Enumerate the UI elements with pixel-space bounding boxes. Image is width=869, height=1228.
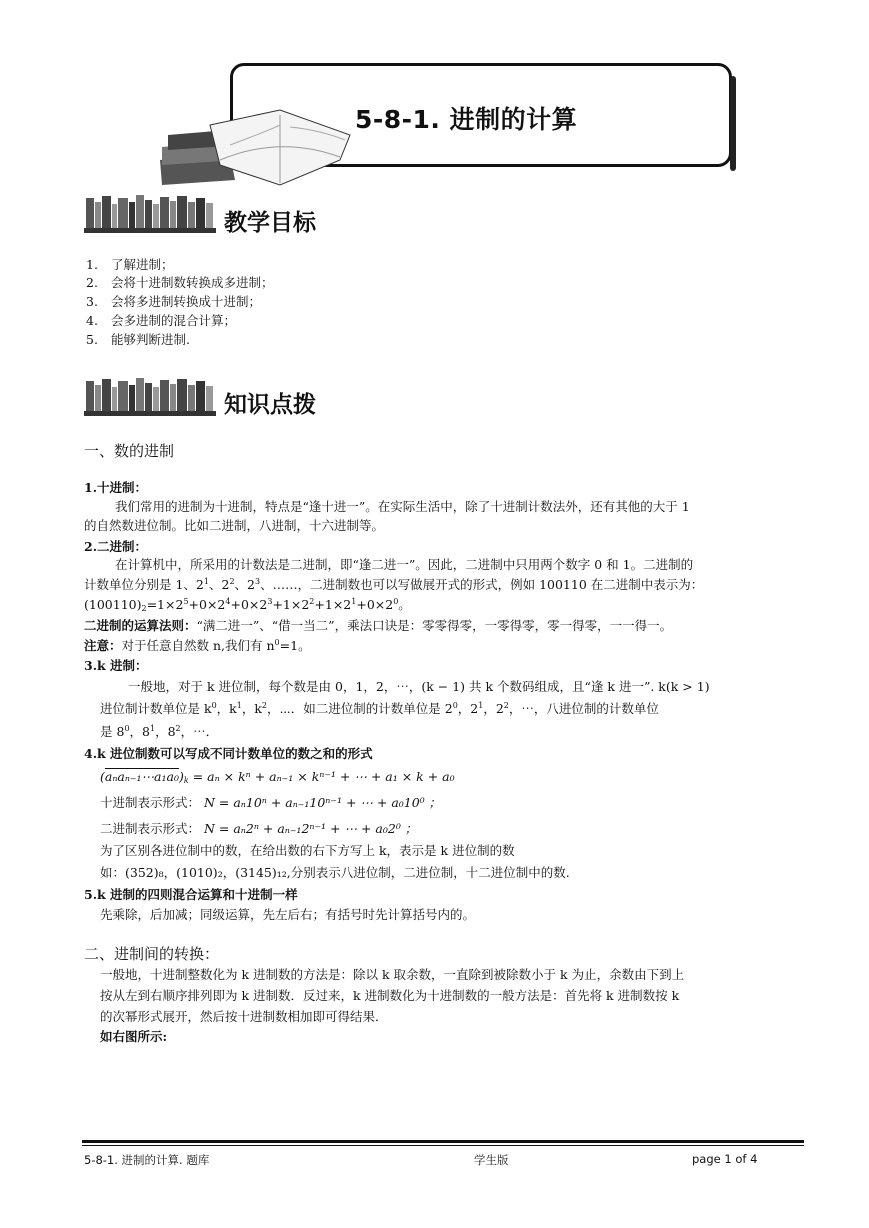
- s1-line1: 我们常用的进制为十进制，特点是“逢十进一”。在实际生活中，除了十进制计数法外，还有其他的大于 1: [115, 499, 690, 514]
- footer-left: 5-8-1. 进制的计算. 题库: [84, 1153, 210, 1167]
- s2-title: 2.二进制：: [84, 539, 148, 554]
- s2-line3: $(100110)_2=1\times 2^5+0\times 2^4+0\times 2^3+1\times 2^2+1\times 2^1+0\times 2^0$。: [84, 597, 411, 613]
- objective-item: 2. 会将十进制数转换成多进制；: [86, 275, 274, 290]
- objective-item: 3. 会将多进制转换成十进制；: [86, 294, 262, 309]
- footer-page-number: page 1 of 4: [692, 1152, 758, 1166]
- part2-line3: 的次幂形式展开，然后按十进制数相加即可得结果．: [100, 1009, 388, 1024]
- s5-text: 先乘除，后加减；同级运算，先左后右；有括号时先计算括号内的。: [100, 907, 476, 922]
- s1-line2: 的自然数进位制。比如二进制，八进制，十六进制等。: [84, 518, 385, 533]
- books-illustration: [150, 105, 365, 190]
- objectives-heading: 教学目标: [224, 210, 316, 236]
- part2-line1: 一般地，十进制整数化为 k 进制数的方法是：除以 k 取余数，一直除到被除数小于 k 为止，余数由下到上: [100, 967, 685, 982]
- part2-line2: 按从左到右顺序排列即为 k 进制数．反过来，k 进制数化为十进制数的一般方法是：首先将 k 进制数按 k: [100, 988, 680, 1003]
- footer-center: 学生版: [474, 1153, 509, 1167]
- objective-item: 4. 会多进制的混合计算；: [86, 313, 237, 328]
- s4-binary-form: 二进制表示形式： N = aₙ2ⁿ + aₙ₋₁2ⁿ⁻¹ + ⋯ + a₀2⁰ ；: [100, 821, 418, 836]
- s5-title: 5.k 进制的四则混合运算和十进制一样: [84, 887, 298, 902]
- objective-item: 5. 能够判断进制.: [86, 332, 190, 347]
- s2-line1: 在计算机中，所采用的计数法是二进制，即“逢二进一”。因此，二进制中只用两个数字 0 和 1。二进制的: [115, 557, 694, 572]
- s3-line1: 一般地，对于 k 进位制，每个数是由 0，1，2，⋯，(k − 1) 共 k 个数码组成，且“逢 k 进一”. k(k > 1): [128, 679, 710, 694]
- s4-title: 4.k 进位制数可以写成不同计数单位的数之和的形式: [84, 746, 373, 761]
- knowledge-heading: 知识点拨: [224, 392, 316, 418]
- objective-item: 1. 了解进制；: [86, 257, 174, 272]
- part1-heading: 一、数的进制: [84, 442, 175, 460]
- s1-title: 1.十进制：: [84, 480, 148, 495]
- s4-line6: 如：(352)₈，(1010)₂，(3145)₁₂,分别表示八进位制，二进位制，十二进位制中的数.: [100, 865, 570, 880]
- note-line: 注意：对于任意自然数 n,我们有 $n^0=1$。: [84, 638, 311, 653]
- s3-line3: 是 $8^0$，$8^1$，$8^2$，⋯．: [100, 724, 219, 739]
- s3-line2: 进位制计数单位是 $k^0$，$k^1$，$k^2$，⋯．如二进位制的计数单位是 $2^0$，$2^1$，$2^2$，⋯，八进位制的计数单位: [100, 701, 659, 716]
- part2-heading: 二、进制间的转换：: [84, 945, 220, 963]
- rule-line: 二进制的运算法则：“满二进一”、“借一当二”，乘法口诀是：零零得零，一零得零，零一得零，一一得一。: [84, 618, 673, 633]
- document-title: 5-8-1. 进制的计算: [355, 105, 578, 134]
- s4-formula: $(a_na_{n-1}\cdots a_1a_0)_k = a_n \times k^n + a_{n-1} \times k^{n-1}$ + ⋯ + a₁ × k + a₀: [100, 769, 455, 785]
- bookshelf-icon: [84, 192, 216, 234]
- footer-rule: [82, 1145, 804, 1146]
- s4-decimal-form: 十进制表示形式： N = aₙ10ⁿ + aₙ₋₁10ⁿ⁻¹ + ⋯ + a₀10⁰ ；: [100, 795, 442, 810]
- part2-line4: 如右图所示:: [100, 1029, 168, 1044]
- s3-title: 3.k 进制：: [84, 658, 148, 673]
- s2-line2: 计数单位分别是 1、$2^1$、$2^2$、$2^3$、……，二进制数也可以写做展开式的形式，例如 100110 在二进制中表示为：: [84, 577, 704, 592]
- footer-rule: [82, 1140, 804, 1143]
- s4-line5: 为了区别各进位制中的数，在给出数的右下方写上 k，表示是 k 进位制的数: [100, 843, 515, 858]
- bookshelf-icon: [84, 375, 216, 417]
